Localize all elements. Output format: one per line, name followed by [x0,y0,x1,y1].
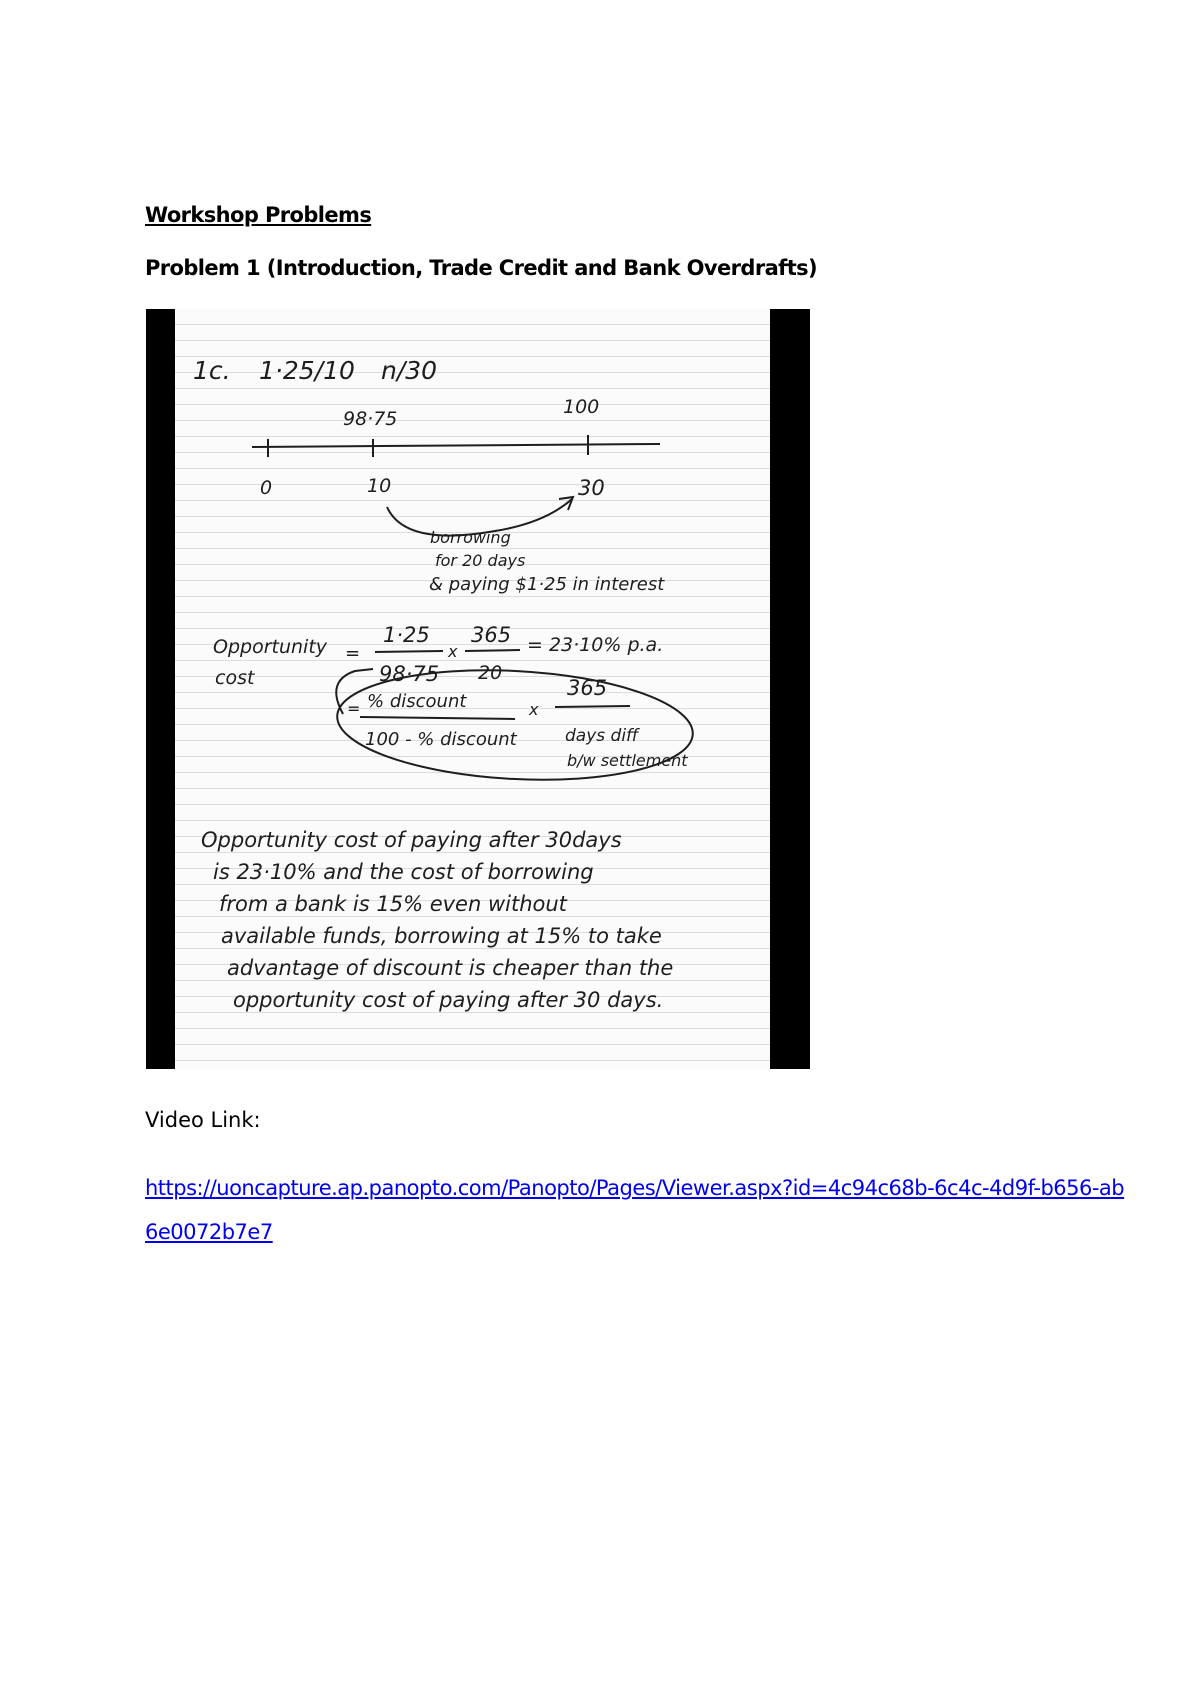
formula-denominator: 100 - % discount [365,729,517,750]
lined-paper [175,309,770,1069]
multiply-sign: x [448,642,458,661]
conclusion-line-5: advantage of discount is cheaper than the [227,956,674,980]
formula-numerator: % discount [367,691,467,712]
fraction-bar [465,650,520,651]
equals-sign: = [347,699,361,718]
formula-denominator-2a: days diff [565,726,639,746]
conclusion-line-3: from a bank is 15% even without [219,892,567,916]
fraction-1-denominator: 98·75 [379,662,440,686]
conclusion-line-6: opportunity cost of paying after 30 days. [233,988,664,1012]
document-title: Workshop Problems [145,203,372,227]
video-link-label: Video Link: [145,1108,261,1132]
terms-net: n/30 [381,356,438,385]
handwritten-note-image [146,309,810,1069]
price-discounted: 98·75 [343,408,398,430]
conclusion-line-2: is 23·10% and the cost of borrowing [213,860,594,884]
timeline-axis [252,444,660,447]
fraction-bar [360,717,515,719]
conclusion-line-4: available funds, borrowing at 15% to take [221,924,662,948]
question-number: 1c. [193,356,231,385]
video-link[interactable]: https://uoncapture.ap.panopto.com/Panopto/Pages/Viewer.aspx?id=4c94c68b-6c4c-4d9f-b656-ab6e0072b7e7 [145,1176,1125,1244]
tick-label-30: 30 [578,476,605,500]
opportunity-label-2: cost [215,667,255,689]
conclusion-line-1: Opportunity cost of paying after 30days [201,828,622,852]
fraction-bar [555,706,630,707]
fraction-1-numerator: 1·25 [383,623,430,647]
handwriting-svg [175,309,770,1069]
fraction-2-denominator: 20 [478,662,503,684]
result-value: = 23·10% p.a. [527,634,664,656]
formula-denominator-2b: b/w settlement [567,751,688,770]
borrowing-line-3: & paying $1·25 in interest [429,574,665,595]
price-full: 100 [563,396,600,418]
equals-sign: = [345,643,361,664]
borrowing-line-2: for 20 days [435,551,526,570]
terms-discount: 1·25/10 [259,356,355,385]
opportunity-label-1: Opportunity [213,636,328,658]
fraction-bar [375,651,443,652]
problem-title: Problem 1 (Introduction, Trade Credit and Bank Overdrafts) [145,256,818,280]
borrowing-line-1: borrowing [430,528,511,547]
tick-label-0: 0 [260,477,273,499]
tick-label-10: 10 [367,475,392,497]
fraction-2-numerator: 365 [471,623,512,647]
formula-numerator-2: 365 [567,676,608,700]
multiply-sign: x [529,700,539,719]
